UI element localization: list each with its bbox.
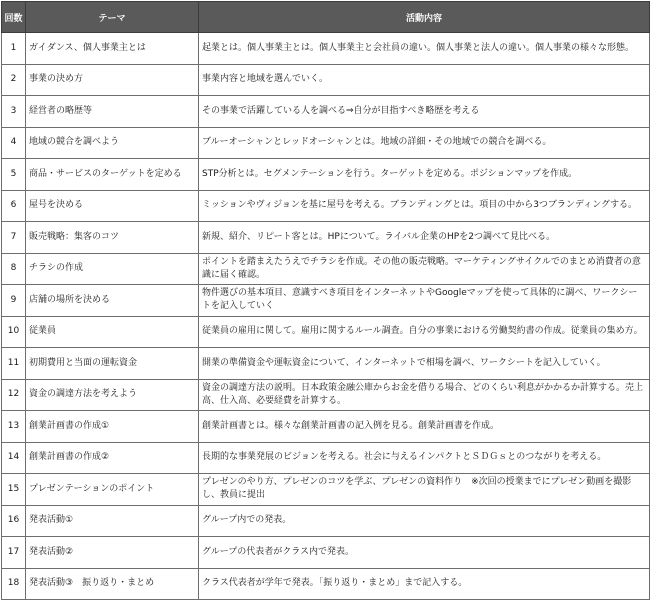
header-activity: 活動内容 bbox=[199, 2, 650, 33]
row-theme-cell: チラシの作成 bbox=[26, 253, 199, 285]
table-row bbox=[2, 537, 650, 569]
table-row bbox=[2, 33, 650, 65]
row-activity-cell: グループ内での発表。 bbox=[199, 505, 650, 537]
row-theme-cell: 資金の調達方法を考えよう bbox=[26, 379, 199, 411]
table-row bbox=[2, 96, 650, 128]
row-num-cell: 13 bbox=[2, 411, 26, 443]
row-num-cell: 14 bbox=[2, 442, 26, 474]
row-num-cell: 9 bbox=[2, 285, 26, 317]
row-num-cell: 1 bbox=[2, 33, 26, 65]
row-activity-cell: クラス代表者が学年で発表。「振り返り・まとめ」まで記入する。 bbox=[199, 568, 650, 600]
row-activity-cell: STP分析とは。セグメンテーションを行う。ターゲットを定める。ポジションマップを作成。 bbox=[199, 159, 650, 191]
row-num-cell: 6 bbox=[2, 190, 26, 222]
row-num-cell: 4 bbox=[2, 127, 26, 159]
table-row bbox=[2, 222, 650, 254]
row-theme-cell: 発表活動③ 振り返り・まとめ bbox=[26, 568, 199, 600]
table-row bbox=[2, 190, 650, 222]
row-theme-cell: ガイダンス、個人事業主とは bbox=[26, 33, 199, 65]
table-row bbox=[2, 127, 650, 159]
row-theme-cell: 創業計画書の作成② bbox=[26, 442, 199, 474]
row-theme-cell: 店舗の場所を決める bbox=[26, 285, 199, 317]
row-activity-cell: 物件選びの基本項目、意識すべき項目をインターネットやGoogleマップを使って具体的に調べ、ワークシートを記入していく bbox=[199, 285, 650, 317]
row-activity-cell: 新規、紹介、リピート客とは。HPについて。ライバル企業のHPを2つ調べて見比べる。 bbox=[199, 222, 650, 254]
row-theme-cell: 初期費用と当面の運転資金 bbox=[26, 348, 199, 380]
table-row bbox=[2, 348, 650, 380]
row-num-cell: 2 bbox=[2, 64, 26, 96]
table-row bbox=[2, 568, 650, 600]
row-theme-cell: 地域の競合を調べよう bbox=[26, 127, 199, 159]
row-num-cell: 5 bbox=[2, 159, 26, 191]
row-num-cell: 3 bbox=[2, 96, 26, 128]
row-theme-cell: 屋号を決める bbox=[26, 190, 199, 222]
row-activity-cell: 起業とは。個人事業主とは。個人事業主と会社員の違い。個人事業と法人の違い。個人事業の様々な形態。 bbox=[199, 33, 650, 65]
row-theme-cell: 経営者の略歴等 bbox=[26, 96, 199, 128]
row-activity-cell: その事業で活躍している人を調べる⇒自分が目指すべき略歴を考える bbox=[199, 96, 650, 128]
curriculum-table bbox=[1, 1, 650, 600]
row-activity-cell: 長期的な事業発展のビジョンを考える。社会に与えるインパクトとＳＤＧｓとのつながりを考える。 bbox=[199, 442, 650, 474]
row-theme-cell: プレゼンテーションのポイント bbox=[26, 474, 199, 506]
row-activity-cell: 開業の準備資金や運転資金について、インターネットで相場を調べ、ワークシートを記入していく。 bbox=[199, 348, 650, 380]
row-num-cell: 8 bbox=[2, 253, 26, 285]
table-row bbox=[2, 442, 650, 474]
row-num-cell: 12 bbox=[2, 379, 26, 411]
table-row bbox=[2, 379, 650, 411]
row-theme-cell: 従業員 bbox=[26, 316, 199, 348]
row-activity-cell: 資金の調達方法の説明。日本政策金融公庫からお金を借りる場合、どのくらい利息がかかるか計算する。売上高、仕入高、必要経費を計算する。 bbox=[199, 379, 650, 411]
row-theme-cell: 創業計画書の作成① bbox=[26, 411, 199, 443]
row-activity-cell: ブルーオーシャンとレッドオーシャンとは。地域の詳細・その地域での競合を調べる。 bbox=[199, 127, 650, 159]
table-row bbox=[2, 285, 650, 317]
table-row bbox=[2, 316, 650, 348]
row-activity-cell: ミッションやヴィジョンを基に屋号を考える。ブランディングとは。項目の中から3つブランディングする。 bbox=[199, 190, 650, 222]
table-row bbox=[2, 64, 650, 96]
row-activity-cell: 創業計画書とは。様々な創業計画書の記入例を見る。創業計画書を作成。 bbox=[199, 411, 650, 443]
row-activity-cell: 従業員の雇用に関して。雇用に関するルール調査。自分の事業における労働契約書の作成。従業員の集め方。 bbox=[199, 316, 650, 348]
row-activity-cell: プレゼンのやり方、プレゼンのコツを学ぶ、プレゼンの資料作り ※次回の授業までにプレゼン動画を撮影し、教員に提出 bbox=[199, 474, 650, 506]
table-row bbox=[2, 474, 650, 506]
row-theme-cell: 販売戦略：集客のコツ bbox=[26, 222, 199, 254]
row-num-cell: 15 bbox=[2, 474, 26, 506]
row-activity-cell: ポイントを踏まえたうえでチラシを作成。その他の販売戦略。マーケティングサイクルでのまとめ消費者の意識に届く確認。 bbox=[199, 253, 650, 285]
table-row bbox=[2, 253, 650, 285]
table-row bbox=[2, 159, 650, 191]
header-row bbox=[2, 2, 650, 33]
row-num-cell: 17 bbox=[2, 537, 26, 569]
row-theme-cell: 事業の決め方 bbox=[26, 64, 199, 96]
row-num-cell: 16 bbox=[2, 505, 26, 537]
row-theme-cell: 商品・サービスのターゲットを定める bbox=[26, 159, 199, 191]
row-num-cell: 7 bbox=[2, 222, 26, 254]
table-row bbox=[2, 505, 650, 537]
row-theme-cell: 発表活動② bbox=[26, 537, 199, 569]
row-activity-cell: 事業内容と地域を選んでいく。 bbox=[199, 64, 650, 96]
header-theme: テーマ bbox=[26, 2, 199, 33]
row-theme-cell: 発表活動① bbox=[26, 505, 199, 537]
row-num-cell: 18 bbox=[2, 568, 26, 600]
row-num-cell: 11 bbox=[2, 348, 26, 380]
table-row bbox=[2, 411, 650, 443]
header-num: 回数 bbox=[2, 2, 26, 33]
row-num-cell: 10 bbox=[2, 316, 26, 348]
row-activity-cell: グループの代表者がクラス内で発表。 bbox=[199, 537, 650, 569]
